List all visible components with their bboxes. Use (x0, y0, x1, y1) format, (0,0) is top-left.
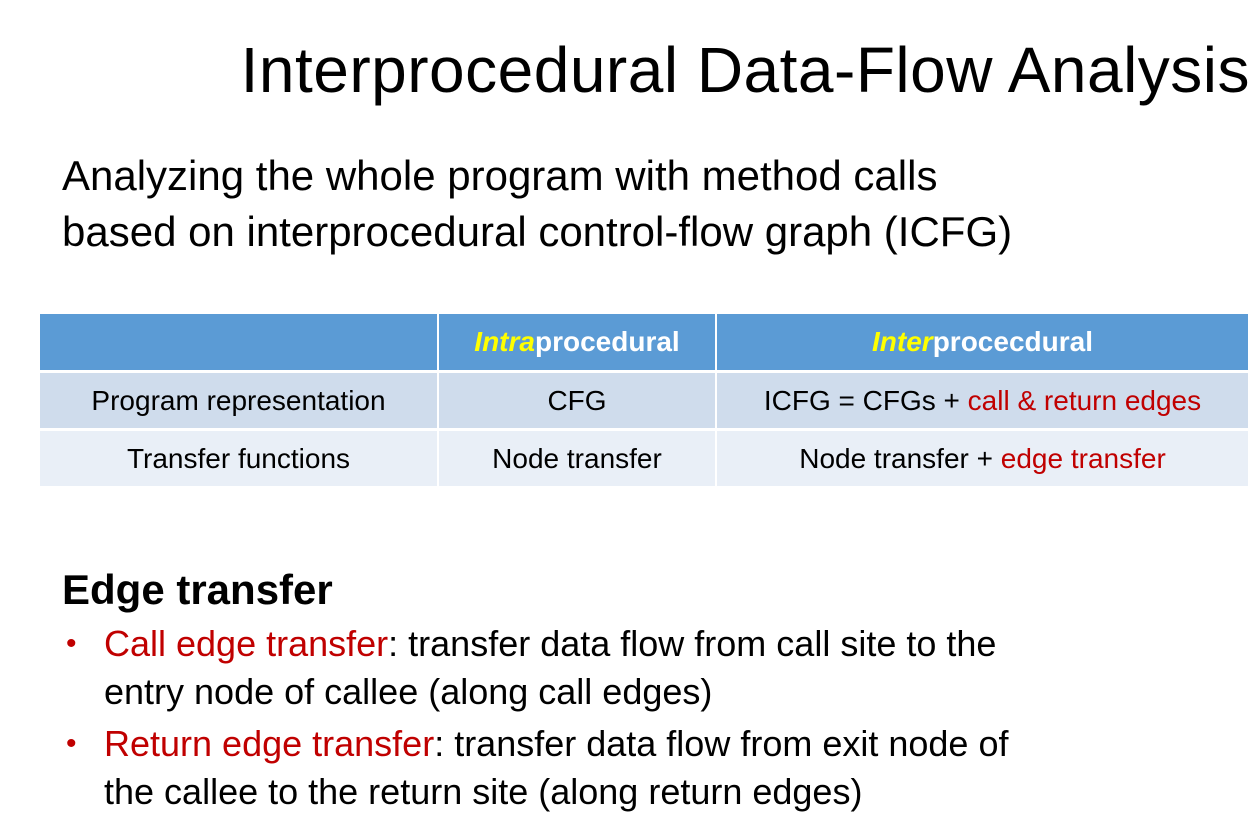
header-intra-highlight: Intra (474, 326, 535, 357)
edge-transfer-list (62, 620, 1242, 820)
header-interprocedural (716, 314, 1248, 372)
row-label-transfer-functions: Transfer functions (40, 430, 438, 487)
bullet-icon: • (66, 727, 77, 760)
cell-inter-red: edge transfer (1000, 442, 1166, 474)
cell-inter-plain: Node transfer + (799, 442, 1001, 474)
table-row (40, 372, 1248, 430)
bullet-line-1 (104, 720, 1242, 768)
bullet-line-2: entry node of callee (along call edges) (104, 671, 713, 712)
bullet-term: Call edge transfer (104, 623, 389, 664)
slide-title: Interprocedural Data-Flow Analysis (240, 34, 1250, 106)
cell-inter-transfer-functions (716, 430, 1248, 487)
cell-inter-red: call & return edges (967, 384, 1202, 416)
bullet-text: : transfer data flow from exit node of (434, 723, 1009, 764)
table-header-row (40, 314, 1248, 372)
slide-subtitle (62, 148, 1242, 260)
list-item-call-edge-transfer (62, 620, 1242, 716)
bullet-line-2: the callee to the return site (along return edges) (104, 771, 863, 812)
subtitle-line-2: based on interprocedural control-flow graph (ICFG) (62, 208, 1013, 255)
row-label-program-representation: Program representation (40, 372, 438, 430)
header-empty-cell (40, 314, 438, 372)
bullet-line-1 (104, 620, 1242, 668)
cell-inter-program-representation (716, 372, 1248, 430)
header-inter-rest: procecdural (932, 326, 1093, 357)
section-heading-edge-transfer: Edge transfer (62, 566, 333, 613)
header-intra-rest: procedural (534, 326, 680, 357)
list-item-return-edge-transfer (62, 720, 1242, 816)
comparison-table (40, 314, 1248, 486)
cell-intra-transfer-functions: Node transfer (438, 430, 716, 487)
subtitle-line-1: Analyzing the whole program with method calls (62, 152, 938, 199)
header-inter-highlight: Inter (872, 326, 933, 357)
bullet-term: Return edge transfer (104, 723, 435, 764)
table-row (40, 430, 1248, 487)
cell-intra-program-representation: CFG (438, 372, 716, 430)
bullet-icon: • (66, 627, 77, 660)
header-intraprocedural (438, 314, 716, 372)
cell-inter-plain: ICFG = CFGs + (763, 384, 968, 416)
bullet-text: : transfer data flow from call site to the (388, 623, 997, 664)
